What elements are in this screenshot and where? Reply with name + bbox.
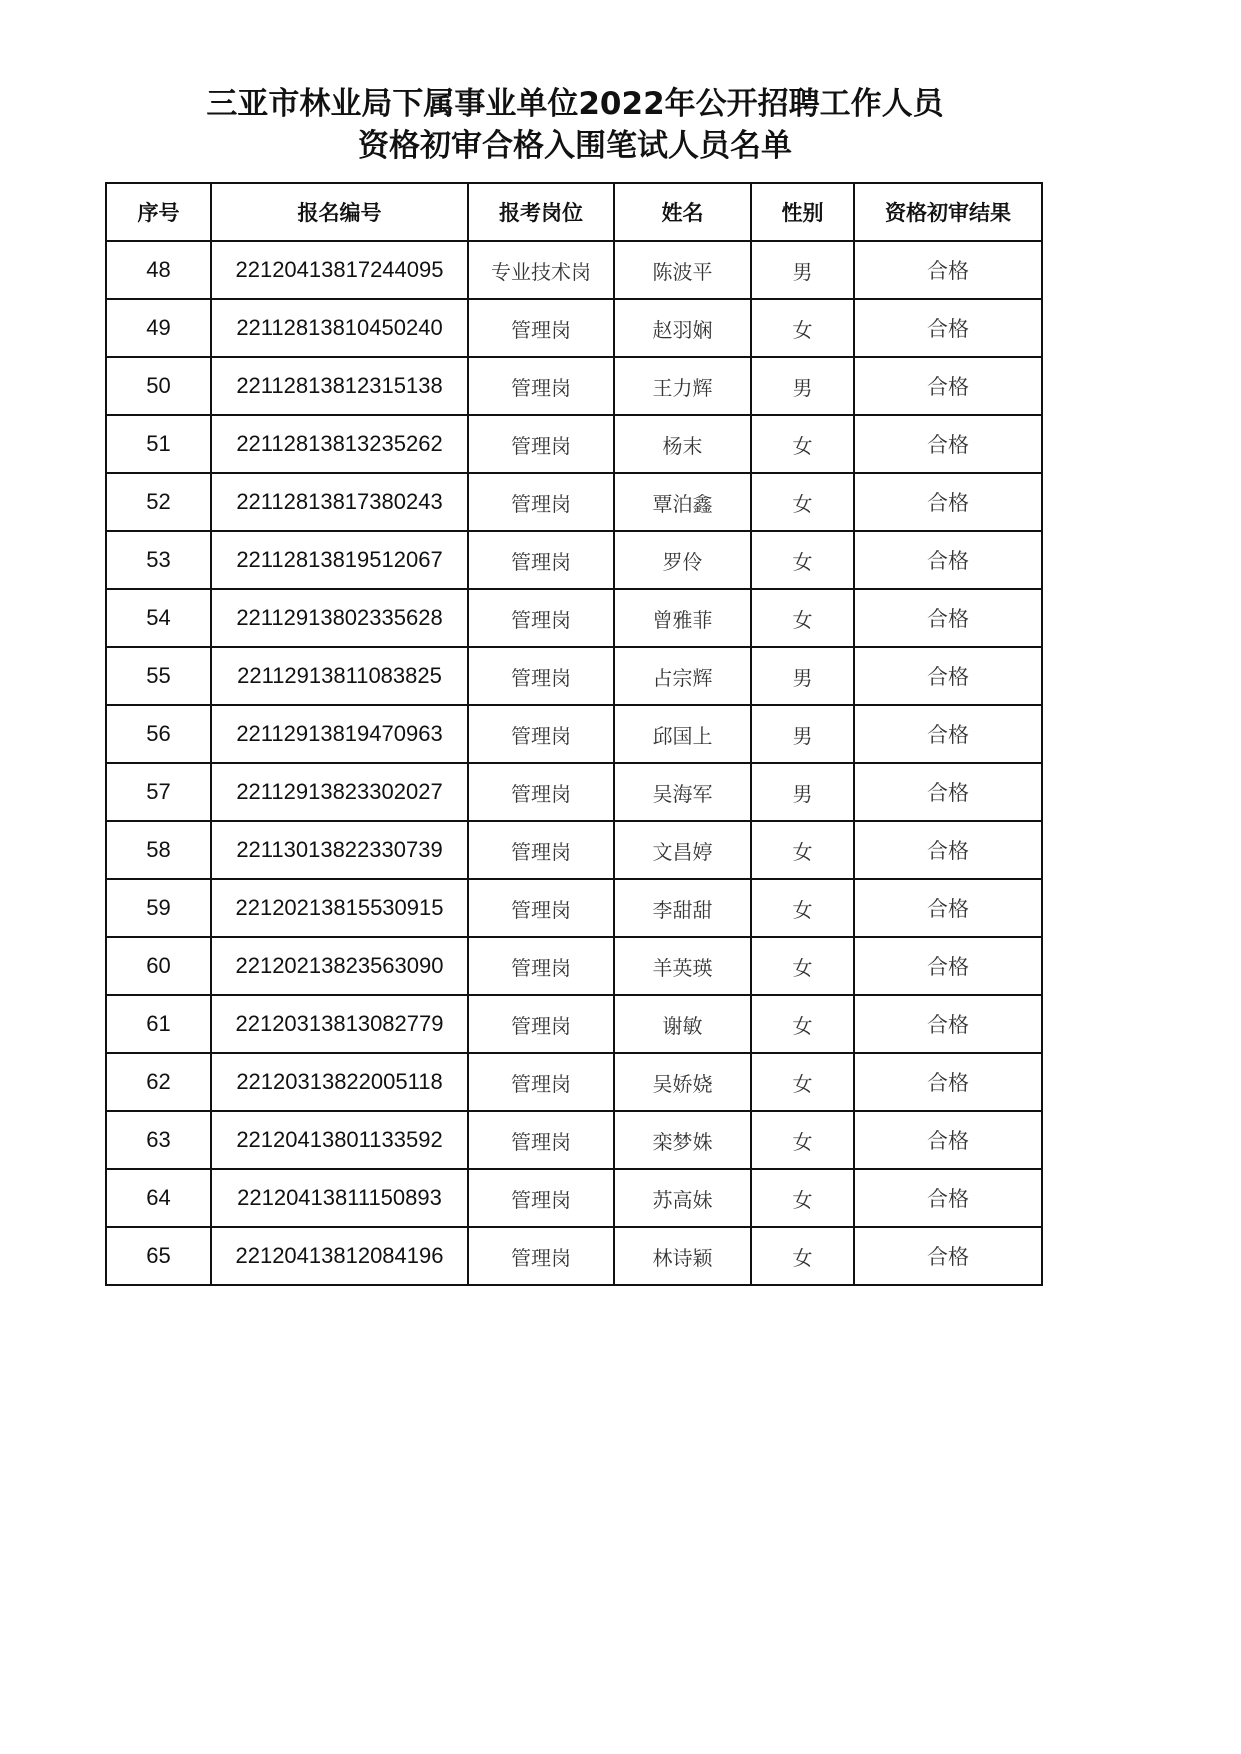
post: 管理岗 (468, 357, 614, 415)
candidate-name: 苏高妹 (614, 1169, 751, 1227)
table-row (106, 937, 1042, 995)
gender: 男 (751, 357, 854, 415)
table-row (106, 415, 1042, 473)
gender: 男 (751, 241, 854, 299)
table-header-row (106, 183, 1042, 241)
gender: 女 (751, 299, 854, 357)
registration-id: 22120313822005118 (211, 1053, 468, 1111)
post: 管理岗 (468, 1111, 614, 1169)
registration-id: 22112813817380243 (211, 473, 468, 531)
review-result: 合格 (854, 531, 1042, 589)
row-number: 62 (106, 1053, 211, 1111)
candidate-table (105, 182, 1043, 1286)
registration-id: 22120413811150893 (211, 1169, 468, 1227)
table-row (106, 647, 1042, 705)
table-row (106, 299, 1042, 357)
post: 管理岗 (468, 647, 614, 705)
post: 管理岗 (468, 473, 614, 531)
review-result: 合格 (854, 995, 1042, 1053)
review-result: 合格 (854, 705, 1042, 763)
review-result: 合格 (854, 763, 1042, 821)
candidate-name: 陈波平 (614, 241, 751, 299)
post: 管理岗 (468, 763, 614, 821)
gender: 女 (751, 821, 854, 879)
registration-id: 22112913811083825 (211, 647, 468, 705)
post: 管理岗 (468, 937, 614, 995)
row-number: 55 (106, 647, 211, 705)
review-result: 合格 (854, 937, 1042, 995)
post: 专业技术岗 (468, 241, 614, 299)
document-title-line2: 资格初审合格入围笔试人员名单 (358, 128, 792, 164)
review-result: 合格 (854, 1169, 1042, 1227)
table-row (106, 879, 1042, 937)
review-result: 合格 (854, 299, 1042, 357)
candidate-name: 赵羽娴 (614, 299, 751, 357)
row-number: 63 (106, 1111, 211, 1169)
table-row (106, 705, 1042, 763)
header-gender: 性别 (751, 183, 854, 241)
table-row (106, 821, 1042, 879)
header-result: 资格初审结果 (854, 183, 1042, 241)
post: 管理岗 (468, 995, 614, 1053)
review-result: 合格 (854, 473, 1042, 531)
candidate-name: 罗伶 (614, 531, 751, 589)
post: 管理岗 (468, 1227, 614, 1285)
post: 管理岗 (468, 821, 614, 879)
gender: 女 (751, 937, 854, 995)
table-row (106, 357, 1042, 415)
review-result: 合格 (854, 589, 1042, 647)
table-row (106, 1053, 1042, 1111)
row-number: 56 (106, 705, 211, 763)
row-number: 48 (106, 241, 211, 299)
row-number: 65 (106, 1227, 211, 1285)
row-number: 52 (106, 473, 211, 531)
registration-id: 22112913819470963 (211, 705, 468, 763)
table-row (106, 241, 1042, 299)
registration-id: 22120213823563090 (211, 937, 468, 995)
gender: 女 (751, 1053, 854, 1111)
review-result: 合格 (854, 821, 1042, 879)
registration-id: 22113013822330739 (211, 821, 468, 879)
candidate-name: 吴娇娆 (614, 1053, 751, 1111)
candidate-name: 栾梦姝 (614, 1111, 751, 1169)
post: 管理岗 (468, 1169, 614, 1227)
row-number: 58 (106, 821, 211, 879)
table-row (106, 531, 1042, 589)
registration-id: 22112913802335628 (211, 589, 468, 647)
gender: 女 (751, 473, 854, 531)
header-no: 序号 (106, 183, 211, 241)
candidate-name: 曾雅菲 (614, 589, 751, 647)
candidate-name: 羊英瑛 (614, 937, 751, 995)
registration-id: 22112813819512067 (211, 531, 468, 589)
review-result: 合格 (854, 647, 1042, 705)
registration-id: 22112813813235262 (211, 415, 468, 473)
post: 管理岗 (468, 531, 614, 589)
candidate-name: 林诗颖 (614, 1227, 751, 1285)
gender: 女 (751, 531, 854, 589)
row-number: 57 (106, 763, 211, 821)
table-row (106, 763, 1042, 821)
gender: 女 (751, 1111, 854, 1169)
row-number: 60 (106, 937, 211, 995)
row-number: 50 (106, 357, 211, 415)
row-number: 64 (106, 1169, 211, 1227)
post: 管理岗 (468, 415, 614, 473)
review-result: 合格 (854, 415, 1042, 473)
table-row (106, 1227, 1042, 1285)
gender: 女 (751, 1169, 854, 1227)
registration-id: 22120413801133592 (211, 1111, 468, 1169)
registration-id: 22112813810450240 (211, 299, 468, 357)
candidate-name: 吴海军 (614, 763, 751, 821)
post: 管理岗 (468, 705, 614, 763)
gender: 女 (751, 589, 854, 647)
candidate-name: 覃泊鑫 (614, 473, 751, 531)
review-result: 合格 (854, 241, 1042, 299)
review-result: 合格 (854, 1111, 1042, 1169)
candidate-name: 李甜甜 (614, 879, 751, 937)
registration-id: 22112913823302027 (211, 763, 468, 821)
candidate-name: 王力辉 (614, 357, 751, 415)
candidate-name: 邱国上 (614, 705, 751, 763)
gender: 男 (751, 647, 854, 705)
header-registration-id: 报名编号 (211, 183, 468, 241)
gender: 女 (751, 415, 854, 473)
table-row (106, 1111, 1042, 1169)
review-result: 合格 (854, 1053, 1042, 1111)
review-result: 合格 (854, 1227, 1042, 1285)
candidate-name: 文昌婷 (614, 821, 751, 879)
row-number: 54 (106, 589, 211, 647)
post: 管理岗 (468, 1053, 614, 1111)
candidate-name: 占宗辉 (614, 647, 751, 705)
candidate-name: 杨末 (614, 415, 751, 473)
post: 管理岗 (468, 299, 614, 357)
gender: 女 (751, 879, 854, 937)
gender: 男 (751, 705, 854, 763)
post: 管理岗 (468, 589, 614, 647)
registration-id: 22120213815530915 (211, 879, 468, 937)
header-post: 报考岗位 (468, 183, 614, 241)
document-title-line1: 三亚市林业局下属事业单位2022年公开招聘工作人员 (206, 86, 944, 122)
registration-id: 22120313813082779 (211, 995, 468, 1053)
table-row (106, 1169, 1042, 1227)
gender: 女 (751, 995, 854, 1053)
gender: 男 (751, 763, 854, 821)
header-name: 姓名 (614, 183, 751, 241)
row-number: 59 (106, 879, 211, 937)
review-result: 合格 (854, 357, 1042, 415)
row-number: 51 (106, 415, 211, 473)
row-number: 49 (106, 299, 211, 357)
gender: 女 (751, 1227, 854, 1285)
registration-id: 22120413812084196 (211, 1227, 468, 1285)
row-number: 61 (106, 995, 211, 1053)
registration-id: 22112813812315138 (211, 357, 468, 415)
row-number: 53 (106, 531, 211, 589)
table-row (106, 995, 1042, 1053)
table-row (106, 589, 1042, 647)
candidate-name: 谢敏 (614, 995, 751, 1053)
review-result: 合格 (854, 879, 1042, 937)
registration-id: 22120413817244095 (211, 241, 468, 299)
post: 管理岗 (468, 879, 614, 937)
table-row (106, 473, 1042, 531)
